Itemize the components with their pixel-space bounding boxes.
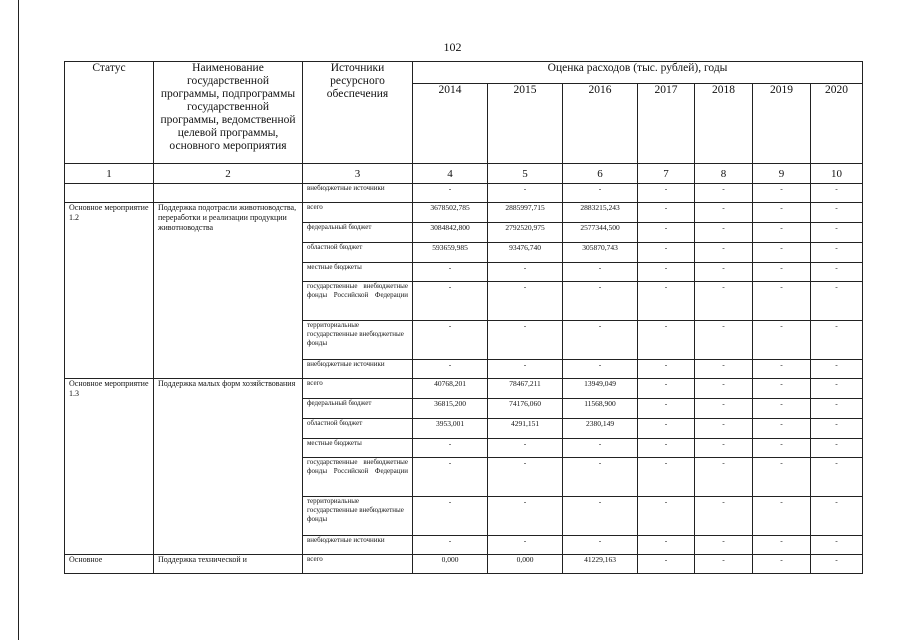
value-cell: - [753, 458, 811, 497]
source-cell: федеральный бюджет [303, 223, 413, 243]
value-cell: - [638, 458, 695, 497]
value-cell: - [638, 184, 695, 203]
value-cell: - [811, 360, 863, 379]
column-number: 6 [563, 164, 638, 184]
source-cell: местные бюджеты [303, 439, 413, 458]
value-cell: - [638, 203, 695, 223]
value-cell: - [563, 263, 638, 282]
value-cell: - [695, 282, 753, 321]
source-cell: областной бюджет [303, 243, 413, 263]
source-cell: территориальные государственные внебюджетные фонды [303, 321, 413, 360]
value-cell: - [753, 282, 811, 321]
value-cell: - [488, 536, 563, 555]
value-cell: - [753, 399, 811, 419]
value-cell: - [811, 321, 863, 360]
table-row [65, 203, 863, 223]
value-cell: - [811, 243, 863, 263]
header-year: 2019 [753, 84, 811, 164]
value-cell: 2577344,500 [563, 223, 638, 243]
column-number: 8 [695, 164, 753, 184]
value-cell: - [563, 321, 638, 360]
value-cell: - [563, 184, 638, 203]
value-cell: 36815,200 [413, 399, 488, 419]
value-cell: - [753, 223, 811, 243]
value-cell: - [695, 555, 753, 574]
value-cell: - [413, 263, 488, 282]
value-cell: 78467,211 [488, 379, 563, 399]
source-cell: всего [303, 555, 413, 574]
header-year: 2018 [695, 84, 753, 164]
column-number: 7 [638, 164, 695, 184]
source-cell: внебюджетные источники [303, 536, 413, 555]
source-cell: всего [303, 379, 413, 399]
name-cell: Поддержка малых форм хозяйствования [154, 379, 303, 555]
value-cell: - [695, 497, 753, 536]
value-cell: - [563, 282, 638, 321]
value-cell: - [811, 497, 863, 536]
status-cell: Основное мероприятие 1.2 [65, 203, 154, 379]
table-row [65, 555, 863, 574]
value-cell: - [811, 223, 863, 243]
value-cell: - [753, 555, 811, 574]
column-number: 1 [65, 164, 154, 184]
value-cell: - [638, 263, 695, 282]
header-year: 2016 [563, 84, 638, 164]
value-cell: 2885997,715 [488, 203, 563, 223]
value-cell: - [695, 419, 753, 439]
header-status: Статус [65, 62, 154, 164]
value-cell: - [638, 243, 695, 263]
value-cell: - [695, 360, 753, 379]
value-cell: - [638, 497, 695, 536]
status-cell: Основное мероприятие 1.3 [65, 379, 154, 555]
value-cell: - [811, 439, 863, 458]
value-cell: - [811, 184, 863, 203]
value-cell: - [563, 458, 638, 497]
value-cell: - [638, 282, 695, 321]
name-cell: Поддержка подотрасли животноводства, переработки и реализации продукции животноводства [154, 203, 303, 379]
value-cell: - [488, 360, 563, 379]
value-cell: 93476,740 [488, 243, 563, 263]
header-year: 2017 [638, 84, 695, 164]
value-cell: - [695, 203, 753, 223]
value-cell: - [695, 263, 753, 282]
source-cell: федеральный бюджет [303, 399, 413, 419]
value-cell: 2380,149 [563, 419, 638, 439]
name-cell: Поддержка технической и [154, 555, 303, 574]
value-cell: 2883215,243 [563, 203, 638, 223]
value-cell: - [488, 439, 563, 458]
value-cell: - [695, 458, 753, 497]
value-cell: - [695, 379, 753, 399]
page-number: 102 [443, 40, 462, 54]
value-cell: - [563, 497, 638, 536]
column-number: 3 [303, 164, 413, 184]
value-cell: - [488, 184, 563, 203]
value-cell: - [811, 399, 863, 419]
value-cell: 4291,151 [488, 419, 563, 439]
header-year: 2020 [811, 84, 863, 164]
table-row [65, 379, 863, 399]
value-cell: 40768,201 [413, 379, 488, 399]
value-cell: - [413, 184, 488, 203]
value-cell: - [753, 439, 811, 458]
value-cell: - [413, 439, 488, 458]
column-number-row [65, 164, 863, 184]
column-number: 9 [753, 164, 811, 184]
value-cell: - [488, 282, 563, 321]
source-cell: государственные внебюджетные фонды Российской Федерации [303, 282, 413, 321]
value-cell: - [638, 379, 695, 399]
value-cell: - [753, 184, 811, 203]
value-cell: - [638, 419, 695, 439]
value-cell: - [413, 282, 488, 321]
value-cell: - [695, 184, 753, 203]
value-cell: - [488, 458, 563, 497]
value-cell: - [563, 439, 638, 458]
header-year: 2014 [413, 84, 488, 164]
value-cell: - [811, 203, 863, 223]
value-cell: - [413, 497, 488, 536]
value-cell: 74176,060 [488, 399, 563, 419]
value-cell: 13949,049 [563, 379, 638, 399]
value-cell: - [753, 536, 811, 555]
value-cell: - [753, 321, 811, 360]
header-name: Наименование государственной программы, подпрограммы государственной программы, ведомственной целевой программы, основного мероприятия [154, 62, 303, 164]
value-cell: 41229,163 [563, 555, 638, 574]
budget-table [64, 61, 863, 574]
value-cell: - [753, 360, 811, 379]
value-cell: - [753, 497, 811, 536]
value-cell: - [638, 536, 695, 555]
value-cell: - [488, 321, 563, 360]
value-cell: 3084842,800 [413, 223, 488, 243]
value-cell: - [638, 555, 695, 574]
value-cell: - [811, 282, 863, 321]
value-cell: - [811, 536, 863, 555]
value-cell: 593659,985 [413, 243, 488, 263]
value-cell: - [638, 321, 695, 360]
value-cell: - [488, 497, 563, 536]
value-cell: - [413, 536, 488, 555]
value-cell: 0,000 [488, 555, 563, 574]
source-cell: местные бюджеты [303, 263, 413, 282]
source-cell: государственные внебюджетные фонды Российской Федерации [303, 458, 413, 497]
value-cell: 2792520,975 [488, 223, 563, 243]
value-cell: - [695, 321, 753, 360]
value-cell: - [638, 399, 695, 419]
header-year: 2015 [488, 84, 563, 164]
value-cell: - [695, 243, 753, 263]
value-cell: - [811, 379, 863, 399]
value-cell: - [695, 223, 753, 243]
value-cell: - [638, 360, 695, 379]
source-cell: всего [303, 203, 413, 223]
value-cell: 11568,900 [563, 399, 638, 419]
value-cell: - [753, 379, 811, 399]
value-cell: - [753, 419, 811, 439]
status-cell: Основное [65, 555, 154, 574]
source-cell: территориальные государственные внебюджетные фонды [303, 497, 413, 536]
value-cell: - [563, 536, 638, 555]
value-cell: - [811, 458, 863, 497]
status-cell [65, 184, 154, 203]
value-cell: - [638, 439, 695, 458]
value-cell: - [413, 360, 488, 379]
value-cell: 305870,743 [563, 243, 638, 263]
header-sources: Источники ресурсного обеспечения [303, 62, 413, 164]
value-cell: - [753, 243, 811, 263]
value-cell: - [695, 536, 753, 555]
value-cell: 3953,001 [413, 419, 488, 439]
source-cell: внебюджетные источники [303, 360, 413, 379]
source-cell: областной бюджет [303, 419, 413, 439]
value-cell: 0,000 [413, 555, 488, 574]
value-cell: - [811, 419, 863, 439]
header-estimate: Оценка расходов (тыс. рублей), годы [413, 62, 863, 84]
value-cell: - [413, 321, 488, 360]
value-cell: - [488, 263, 563, 282]
column-number: 10 [811, 164, 863, 184]
value-cell: - [695, 399, 753, 419]
source-cell: внебюджетные источники [303, 184, 413, 203]
value-cell: - [811, 555, 863, 574]
table-row [65, 184, 863, 203]
value-cell: - [753, 263, 811, 282]
value-cell: - [753, 203, 811, 223]
value-cell: - [638, 223, 695, 243]
column-number: 2 [154, 164, 303, 184]
value-cell: 3678502,785 [413, 203, 488, 223]
page-left-edge [18, 0, 19, 640]
value-cell: - [413, 458, 488, 497]
value-cell: - [563, 360, 638, 379]
column-number: 5 [488, 164, 563, 184]
value-cell: - [695, 439, 753, 458]
column-number: 4 [413, 164, 488, 184]
name-cell [154, 184, 303, 203]
value-cell: - [811, 263, 863, 282]
